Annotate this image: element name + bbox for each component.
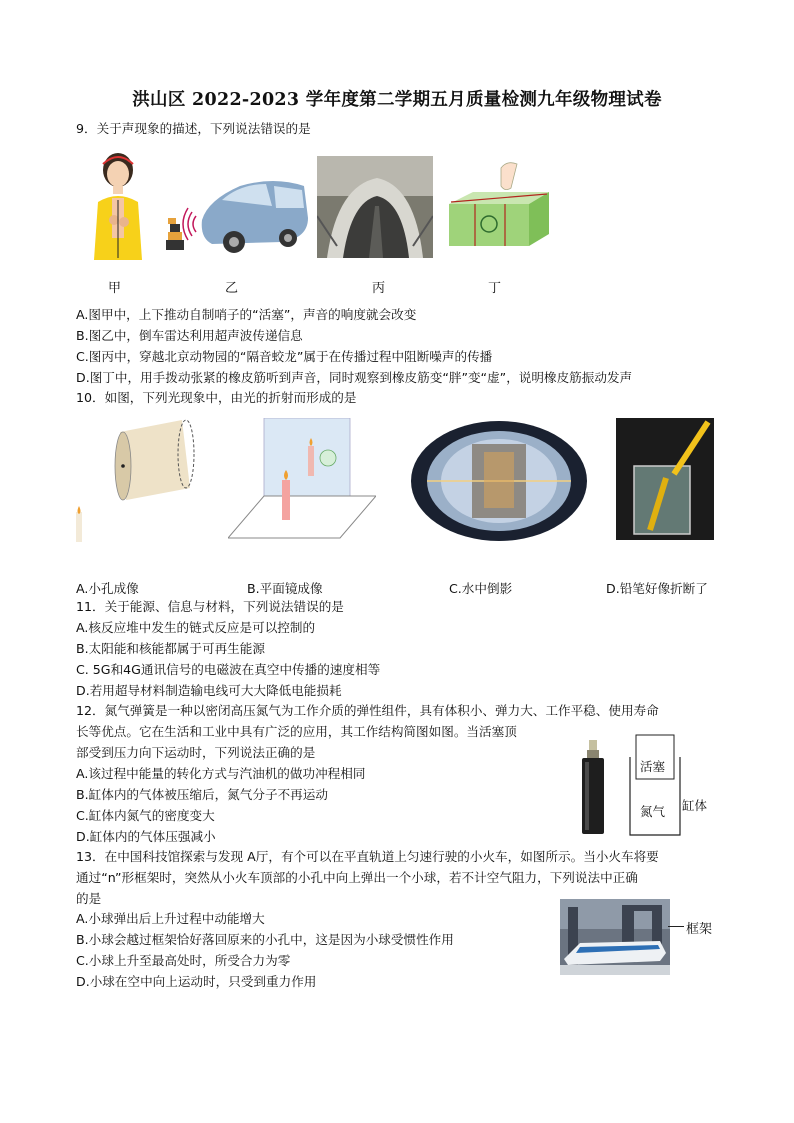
q10-option-a: A.小孔成像: [76, 581, 139, 596]
q11-stem: 11．关于能源、信息与材料，下列说法错误的是: [76, 599, 344, 614]
q10-pinhole-image: [76, 414, 222, 546]
q13-option-d: D.小球在空中向上运动时，只受到重力作用: [76, 974, 317, 989]
q10-option-d: D.铅笔好像折断了: [606, 581, 708, 596]
q12-nitrogen-spring-photo: [578, 740, 608, 834]
q9-option-d: D.图丁中，用手拨动张紧的橡皮筋听到声音，同时观察到橡皮筋变“胖”变“虚”，说明橡皮筋振动发声: [76, 370, 633, 385]
q13-frame-label: 框架: [686, 922, 713, 937]
q13-option-c: C.小球上升至最高处时，所受合力为零: [76, 953, 291, 968]
q12-piston-label: 活塞: [640, 759, 666, 774]
q12-cylinder-label: 缸体: [682, 798, 708, 813]
q12-stem-line-1: 12．氮气弹簧是一种以密闭高压氮气为工作介质的弹性组件，具有体积小、弹力大、工作平稳、使用寿命: [76, 703, 659, 718]
q12-stem-line-3: 部受到压力向下运动时，下列说法正确的是: [76, 745, 316, 760]
q13-stem-line-3: 的是: [76, 891, 102, 906]
q9-option-b: B.图乙中，倒车雷达利用超声波传递信息: [76, 328, 303, 343]
q12-option-a: A.该过程中能量的转化方式与汽油机的做功冲程相同: [76, 766, 366, 781]
q12-structure-diagram: [622, 733, 688, 837]
q11-option-c: C. 5G和4G通讯信号的电磁波在真空中传播的速度相等: [76, 662, 381, 677]
q13-stem-line-2: 通过“n”形框架时，突然从小火车顶部的小孔中向上弹出一个小球，若不计空气阻力，下列说法中正确: [76, 870, 638, 885]
q13-frame-pointer-line: [668, 926, 684, 927]
q12-option-d: D.缸体内的气体压强减小: [76, 829, 216, 844]
q13-option-b: B.小球会越过框架恰好落回原来的小孔中，这是因为小球受惯性作用: [76, 932, 454, 947]
q9-sound-barrier-tunnel-image: [317, 156, 433, 258]
q9-caption-yi: 乙: [225, 281, 239, 296]
q13-option-a: A.小球弹出后上升过程中动能增大: [76, 911, 265, 926]
q12-nitrogen-label: 氮气: [640, 804, 666, 819]
q10-reflection-image: [410, 418, 588, 544]
q11-option-a: A.核反应堆中发生的链式反应是可以控制的: [76, 620, 316, 635]
q10-pencil-in-water-image: [616, 418, 714, 540]
q13-train-photo: [560, 899, 670, 975]
q9-option-c: C.图丙中，穿越北京动物园的“隔音蛟龙”属于在传播过程中阻断噪声的传播: [76, 349, 493, 364]
q9-caption-jia: 甲: [108, 281, 122, 296]
q9-caption-ding: 丁: [488, 281, 502, 296]
q9-stem: 9．关于声现象的描述，下列说法错误的是: [76, 121, 311, 136]
q11-option-d: D.若用超导材料制造输电线可大大降低电能损耗: [76, 683, 342, 698]
q10-option-c: C.水中倒影: [449, 581, 513, 596]
q9-car-radar-image: [162, 172, 312, 256]
q9-rubber-band-box-image: [445, 158, 553, 258]
q12-option-c: C.缸体内氮气的密度变大: [76, 808, 215, 823]
q13-stem-line-1: 13．在中国科技馆探索与发现 A厅，有个可以在平直轨道上匀速行驶的小火车，如图所示。当小火车将要: [76, 849, 659, 864]
q10-option-b: B.平面镜成像: [247, 581, 323, 596]
q9-caption-bing: 丙: [372, 281, 386, 296]
q12-stem-line-2: 长等优点。它在生活和工业中具有广泛的应用，其工作结构简图如图。当活塞顶: [76, 724, 517, 739]
q9-girl-whistle-image: [76, 148, 160, 264]
q10-plane-mirror-image: [228, 418, 376, 542]
q10-stem: 10．如图，下列光现象中，由光的折射而形成的是: [76, 390, 357, 405]
q12-option-b: B.缸体内的气体被压缩后，氮气分子不再运动: [76, 787, 328, 802]
q9-option-a: A.图甲中，上下推动自制哨子的“活塞”，声音的响度就会改变: [76, 307, 417, 322]
exam-title: 洪山区 2022-2023 学年度第二学期五月质量检测九年级物理试卷: [132, 90, 662, 110]
q11-option-b: B.太阳能和核能都属于可再生能源: [76, 641, 265, 656]
